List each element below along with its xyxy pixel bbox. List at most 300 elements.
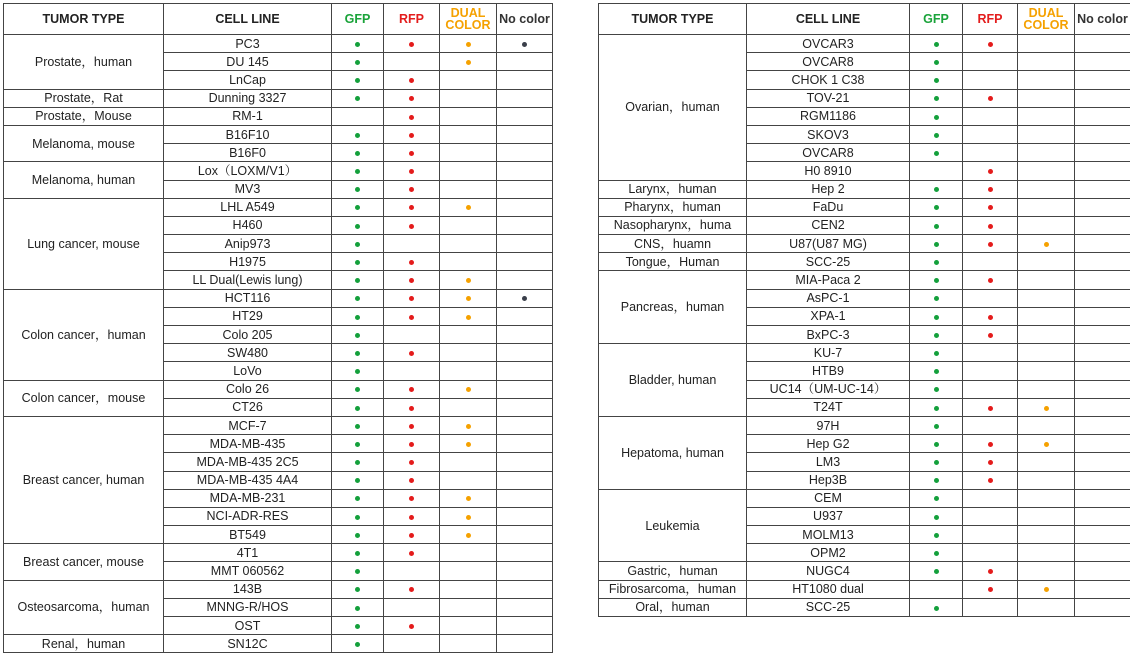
cell-line-cell: SCC-25 (747, 598, 910, 616)
dual-cell (1018, 416, 1075, 434)
header-dual-color: DUAL COLOR (1018, 4, 1075, 35)
none-cell (497, 253, 553, 271)
rfp-dot (409, 224, 414, 229)
table-row (599, 344, 1130, 362)
gfp-cell (910, 253, 963, 271)
none-cell (497, 380, 553, 398)
none-cell (1075, 35, 1130, 53)
rfp-cell (963, 307, 1018, 325)
rfp-dot (409, 496, 414, 501)
rfp-dot (988, 96, 993, 101)
cell-line-cell: 97H (747, 416, 910, 434)
tumor-type-cell: Gastric，human (599, 562, 747, 580)
dual-cell (440, 562, 497, 580)
gfp-cell (332, 617, 384, 635)
dual-cell (440, 89, 497, 107)
tumor-type-cell: Pancreas，human (599, 271, 747, 344)
gfp-dot (934, 478, 939, 483)
cell-line-cell: LoVo (164, 362, 332, 380)
gfp-dot (355, 569, 360, 574)
cell-line-cell: LM3 (747, 453, 910, 471)
none-cell (1075, 598, 1130, 616)
none-cell (1075, 216, 1130, 234)
cell-line-cell: SW480 (164, 344, 332, 362)
rfp-dot (988, 169, 993, 174)
gfp-dot (355, 606, 360, 611)
rfp-dot (988, 242, 993, 247)
none-cell (497, 235, 553, 253)
gfp-cell (332, 162, 384, 180)
cell-line-cell: OVCAR3 (747, 35, 910, 53)
rfp-dot (988, 406, 993, 411)
rfp-cell (963, 362, 1018, 380)
none-cell (497, 580, 553, 598)
none-cell (1075, 562, 1130, 580)
gfp-dot (934, 278, 939, 283)
cell-line-cell: Anip973 (164, 235, 332, 253)
gfp-dot (934, 42, 939, 47)
gfp-dot (355, 60, 360, 65)
cell-line-cell: DU 145 (164, 53, 332, 71)
rfp-cell (384, 526, 440, 544)
tumor-type-cell: Breast cancer, human (4, 416, 164, 543)
none-cell (497, 198, 553, 216)
gfp-dot (934, 551, 939, 556)
dual-cell (1018, 507, 1075, 525)
gfp-cell (332, 507, 384, 525)
header-rfp: RFP (384, 4, 440, 35)
dual-cell (440, 162, 497, 180)
cell-line-cell: SCC-25 (747, 253, 910, 271)
cell-line-cell: Hep3B (747, 471, 910, 489)
dual-cell (440, 526, 497, 544)
rfp-dot (409, 169, 414, 174)
dual-cell (1018, 435, 1075, 453)
header-no-color: No color (497, 4, 553, 35)
rfp-dot (988, 460, 993, 465)
table-row (599, 253, 1130, 271)
cell-line-cell: MNNG-R/HOS (164, 598, 332, 616)
cell-line-cell: MMT 060562 (164, 562, 332, 580)
dual-color-dot (1044, 587, 1049, 592)
tumor-type-cell: Fibrosarcoma，human (599, 580, 747, 598)
table-row (599, 35, 1130, 53)
rfp-cell (963, 398, 1018, 416)
cell-line-cell: OVCAR8 (747, 144, 910, 162)
dual-color-dot (1044, 442, 1049, 447)
gfp-cell (910, 289, 963, 307)
gfp-dot (355, 42, 360, 47)
dual-cell (1018, 489, 1075, 507)
header-rfp: RFP (963, 4, 1018, 35)
none-cell (497, 398, 553, 416)
table-row (599, 198, 1130, 216)
table-row (4, 198, 553, 216)
gfp-cell (910, 489, 963, 507)
gfp-dot (355, 205, 360, 210)
gfp-dot (355, 296, 360, 301)
none-cell (497, 489, 553, 507)
rfp-cell (384, 307, 440, 325)
cell-line-cell: U937 (747, 507, 910, 525)
rfp-cell (963, 216, 1018, 234)
gfp-dot (934, 533, 939, 538)
dual-color-dot (466, 496, 471, 501)
rfp-dot (409, 296, 414, 301)
dual-color-dot (466, 205, 471, 210)
dual-cell (1018, 89, 1075, 107)
gfp-dot (355, 315, 360, 320)
none-cell (1075, 435, 1130, 453)
header-tumor-type: TUMOR TYPE (4, 4, 164, 35)
dual-color-dot (466, 387, 471, 392)
gfp-cell (910, 471, 963, 489)
dual-color-dot (466, 424, 471, 429)
cell-line-cell: MCF-7 (164, 416, 332, 434)
cell-line-cell: OPM2 (747, 544, 910, 562)
gfp-cell (910, 398, 963, 416)
rfp-dot (988, 333, 993, 338)
gfp-dot (934, 569, 939, 574)
rfp-dot (409, 533, 414, 538)
cell-line-cell: TOV-21 (747, 89, 910, 107)
none-cell (497, 162, 553, 180)
rfp-dot (409, 187, 414, 192)
none-cell (497, 453, 553, 471)
none-cell (497, 107, 553, 125)
tumor-type-cell: Bladder, human (599, 344, 747, 417)
gfp-cell (332, 289, 384, 307)
cell-line-cell: B16F10 (164, 125, 332, 143)
rfp-dot (409, 587, 414, 592)
gfp-dot (355, 424, 360, 429)
gfp-dot (355, 133, 360, 138)
dual-cell (440, 580, 497, 598)
gfp-cell (332, 416, 384, 434)
none-cell (497, 35, 553, 53)
cell-line-cell: Dunning 3327 (164, 89, 332, 107)
none-cell (1075, 162, 1130, 180)
rfp-cell (384, 489, 440, 507)
dual-cell (440, 71, 497, 89)
gfp-dot (355, 96, 360, 101)
rfp-dot (409, 260, 414, 265)
gfp-cell (332, 198, 384, 216)
tumor-type-cell: Melanoma, human (4, 162, 164, 198)
rfp-cell (384, 544, 440, 562)
tumor-type-cell: Prostate，Rat (4, 89, 164, 107)
rfp-cell (963, 71, 1018, 89)
dual-cell (440, 235, 497, 253)
table-row (599, 489, 1130, 507)
dual-cell (1018, 35, 1075, 53)
dual-cell (1018, 235, 1075, 253)
tumor-type-cell: Renal，human (4, 635, 164, 653)
rfp-cell (963, 526, 1018, 544)
table-row (4, 289, 553, 307)
rfp-cell (384, 89, 440, 107)
cell-line-cell: NUGC4 (747, 562, 910, 580)
rfp-cell (384, 198, 440, 216)
gfp-dot (934, 369, 939, 374)
dual-cell (440, 453, 497, 471)
gfp-dot (934, 351, 939, 356)
none-cell (1075, 580, 1130, 598)
gfp-cell (332, 435, 384, 453)
gfp-dot (355, 442, 360, 447)
dual-cell (1018, 380, 1075, 398)
none-cell (1075, 71, 1130, 89)
gfp-dot (355, 369, 360, 374)
cell-line-table-right (598, 3, 1130, 617)
gfp-cell (332, 107, 384, 125)
gfp-dot (355, 587, 360, 592)
table-body (4, 35, 553, 653)
gfp-cell (910, 271, 963, 289)
gfp-dot (355, 333, 360, 338)
rfp-dot (409, 424, 414, 429)
dual-color-dot (466, 60, 471, 65)
none-cell (497, 344, 553, 362)
dual-cell (440, 53, 497, 71)
tumor-type-cell: Leukemia (599, 489, 747, 562)
rfp-cell (963, 253, 1018, 271)
gfp-dot (934, 387, 939, 392)
table-row (4, 380, 553, 398)
gfp-dot (355, 224, 360, 229)
gfp-dot (355, 260, 360, 265)
table-row (599, 216, 1130, 234)
rfp-cell (384, 507, 440, 525)
rfp-dot (409, 515, 414, 520)
cell-line-cell: HTB9 (747, 362, 910, 380)
gfp-cell (332, 562, 384, 580)
cell-line-cell: PC3 (164, 35, 332, 53)
rfp-cell (963, 235, 1018, 253)
gfp-dot (934, 296, 939, 301)
tumor-type-cell: CNS，huamn (599, 235, 747, 253)
header-cell-line: CELL LINE (747, 4, 910, 35)
none-cell (497, 507, 553, 525)
rfp-cell (384, 107, 440, 125)
tumor-type-cell: Tongue，Human (599, 253, 747, 271)
gfp-dot (355, 187, 360, 192)
tumor-type-cell: Hepatoma, human (599, 416, 747, 489)
gfp-cell (332, 144, 384, 162)
dual-cell (440, 416, 497, 434)
rfp-cell (963, 125, 1018, 143)
rfp-cell (384, 635, 440, 653)
dual-color-dot (466, 296, 471, 301)
gfp-cell (332, 53, 384, 71)
table-row (599, 562, 1130, 580)
gfp-cell (332, 326, 384, 344)
cell-line-table-left (3, 3, 553, 653)
dual-cell (1018, 71, 1075, 89)
none-cell (1075, 198, 1130, 216)
gfp-dot (934, 78, 939, 83)
gfp-dot (355, 169, 360, 174)
rfp-dot (988, 569, 993, 574)
rfp-cell (384, 617, 440, 635)
gfp-dot (934, 242, 939, 247)
none-cell (497, 416, 553, 434)
rfp-dot (409, 78, 414, 83)
table-row (4, 416, 553, 434)
cell-line-cell: Lox（LOXM/V1） (164, 162, 332, 180)
cell-line-cell: NCI-ADR-RES (164, 507, 332, 525)
rfp-cell (963, 453, 1018, 471)
cell-line-cell: SN12C (164, 635, 332, 653)
none-cell (1075, 307, 1130, 325)
dual-cell (440, 362, 497, 380)
dual-cell (440, 326, 497, 344)
rfp-cell (384, 289, 440, 307)
dual-cell (440, 289, 497, 307)
table-row (599, 598, 1130, 616)
none-cell (497, 271, 553, 289)
gfp-dot (934, 515, 939, 520)
table-row (4, 35, 553, 53)
cell-line-cell: LL Dual(Lewis lung) (164, 271, 332, 289)
dual-cell (1018, 125, 1075, 143)
cell-line-cell: 143B (164, 580, 332, 598)
none-cell (497, 471, 553, 489)
dual-cell (1018, 53, 1075, 71)
rfp-cell (963, 35, 1018, 53)
none-cell (1075, 453, 1130, 471)
none-cell (1075, 289, 1130, 307)
gfp-dot (355, 551, 360, 556)
table-row (599, 180, 1130, 198)
rfp-cell (384, 471, 440, 489)
dual-cell (440, 144, 497, 162)
cell-line-cell: CEN2 (747, 216, 910, 234)
dual-cell (1018, 562, 1075, 580)
gfp-cell (910, 53, 963, 71)
table-body (599, 35, 1130, 617)
dual-cell (1018, 544, 1075, 562)
rfp-dot (988, 205, 993, 210)
rfp-cell (963, 271, 1018, 289)
dual-cell (440, 635, 497, 653)
gfp-cell (910, 580, 963, 598)
gfp-cell (910, 216, 963, 234)
rfp-cell (963, 107, 1018, 125)
gfp-cell (332, 180, 384, 198)
dual-cell (440, 507, 497, 525)
none-cell (1075, 253, 1130, 271)
rfp-cell (384, 326, 440, 344)
none-cell (497, 526, 553, 544)
none-cell (497, 598, 553, 616)
rfp-dot (409, 42, 414, 47)
none-cell (497, 326, 553, 344)
dual-cell (440, 198, 497, 216)
cell-line-cell: SKOV3 (747, 125, 910, 143)
header-dual-color: DUAL COLOR (440, 4, 497, 35)
gfp-cell (910, 162, 963, 180)
gfp-dot (934, 460, 939, 465)
rfp-cell (963, 580, 1018, 598)
cell-line-cell: MIA-Paca 2 (747, 271, 910, 289)
dual-cell (440, 307, 497, 325)
no-color-dot (522, 296, 527, 301)
gfp-cell (332, 489, 384, 507)
dual-color-dot (466, 315, 471, 320)
rfp-cell (384, 271, 440, 289)
gfp-cell (910, 235, 963, 253)
dual-cell (1018, 253, 1075, 271)
tumor-type-cell: Prostate，Mouse (4, 107, 164, 125)
cell-line-cell: H460 (164, 216, 332, 234)
rfp-cell (384, 53, 440, 71)
rfp-cell (963, 544, 1018, 562)
none-cell (1075, 544, 1130, 562)
rfp-cell (963, 380, 1018, 398)
none-cell (497, 71, 553, 89)
gfp-cell (332, 380, 384, 398)
none-cell (497, 635, 553, 653)
dual-cell (440, 216, 497, 234)
tumor-type-cell: Osteosarcoma，human (4, 580, 164, 635)
gfp-dot (355, 406, 360, 411)
none-cell (1075, 180, 1130, 198)
cell-line-cell: LnCap (164, 71, 332, 89)
none-cell (497, 617, 553, 635)
rfp-cell (384, 144, 440, 162)
tumor-type-cell: Oral，human (599, 598, 747, 616)
cell-line-cell: MDA-MB-435 (164, 435, 332, 453)
rfp-cell (963, 198, 1018, 216)
rfp-dot (409, 96, 414, 101)
rfp-cell (384, 180, 440, 198)
rfp-dot (409, 460, 414, 465)
header-cell-line: CELL LINE (164, 4, 332, 35)
rfp-cell (963, 289, 1018, 307)
dual-cell (1018, 144, 1075, 162)
gfp-dot (934, 442, 939, 447)
rfp-cell (963, 507, 1018, 525)
none-cell (1075, 526, 1130, 544)
rfp-dot (409, 624, 414, 629)
gfp-dot (934, 260, 939, 265)
dual-cell (1018, 289, 1075, 307)
gfp-dot (934, 60, 939, 65)
none-cell (1075, 507, 1130, 525)
cell-line-cell: RM-1 (164, 107, 332, 125)
gfp-cell (332, 35, 384, 53)
gfp-cell (332, 635, 384, 653)
tumor-type-cell: Pharynx，human (599, 198, 747, 216)
gfp-dot (934, 115, 939, 120)
dual-cell (440, 489, 497, 507)
gfp-cell (910, 180, 963, 198)
rfp-dot (988, 478, 993, 483)
cell-line-cell: Colo 26 (164, 380, 332, 398)
none-cell (497, 144, 553, 162)
dual-cell (1018, 344, 1075, 362)
cell-line-cell: H0 8910 (747, 162, 910, 180)
dual-cell (440, 271, 497, 289)
cell-line-cell: U87(U87 MG) (747, 235, 910, 253)
rfp-dot (409, 551, 414, 556)
dual-cell (440, 617, 497, 635)
none-cell (497, 307, 553, 325)
rfp-dot (988, 442, 993, 447)
rfp-dot (409, 351, 414, 356)
gfp-cell (332, 598, 384, 616)
